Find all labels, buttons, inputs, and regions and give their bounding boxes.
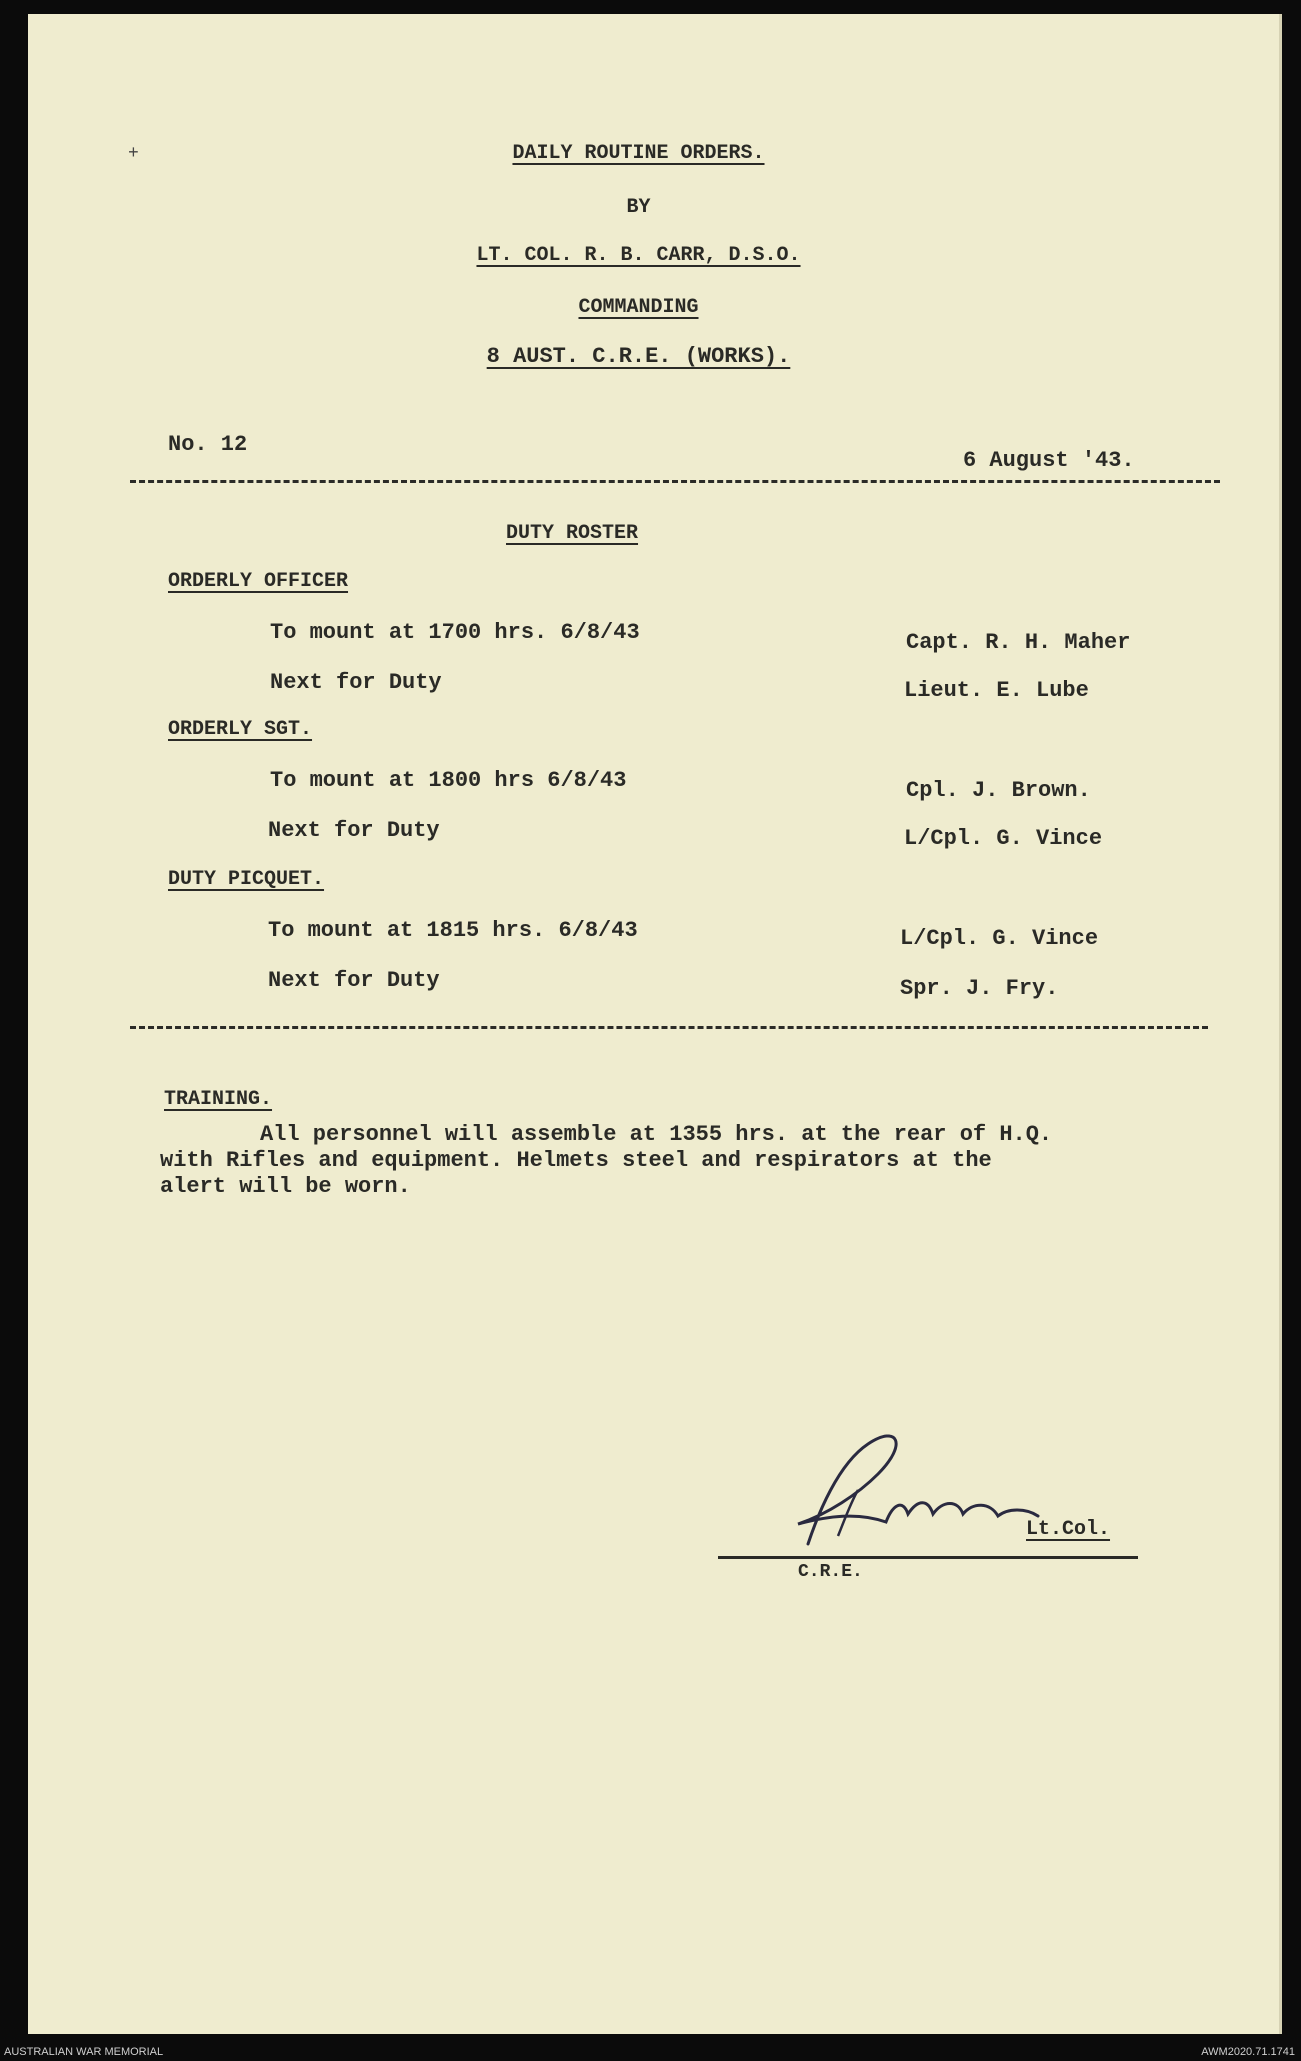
- section-heading-orderly-officer: ORDERLY OFFICER: [168, 570, 349, 593]
- commanding-line: COMMANDING: [578, 296, 699, 319]
- roster-row-label: To mount at 1800 hrs 6/8/43: [270, 768, 627, 793]
- separator-bottom: [130, 1026, 1208, 1029]
- signature-line: [718, 1556, 1138, 1559]
- order-date: 6 August '43.: [963, 448, 1135, 473]
- roster-row-name: Cpl. J. Brown.: [906, 778, 1091, 803]
- roster-row-label: Next for Duty: [270, 670, 442, 695]
- training-paragraph: [160, 1122, 1180, 1200]
- order-number: No. 12: [168, 432, 248, 457]
- footer-id: AWM2020.71.1741: [1201, 2046, 1295, 2058]
- training-line-2: with Rifles and equipment. Helmets steel and respirators at the: [160, 1148, 992, 1173]
- roster-row-label: To mount at 1700 hrs. 6/8/43: [270, 620, 640, 645]
- roster-row-label: Next for Duty: [268, 818, 440, 843]
- document-page: [28, 14, 1282, 2034]
- training-heading: TRAINING.: [164, 1088, 273, 1111]
- roster-title: DUTY ROSTER: [506, 522, 639, 545]
- footer-credit: AUSTRALIAN WAR MEMORIAL: [4, 2046, 164, 2058]
- section-heading-duty-picquet: DUTY PICQUET.: [168, 868, 325, 891]
- section-heading-orderly-sgt: ORDERLY SGT.: [168, 718, 313, 741]
- unit-name: 8 AUST. C.R.E. (WORKS).: [486, 344, 791, 369]
- roster-row-name: Capt. R. H. Maher: [906, 630, 1131, 655]
- roster-row-label: To mount at 1815 hrs. 6/8/43: [268, 918, 638, 943]
- by-line: BY: [626, 196, 651, 219]
- roster-row-name: Lieut. E. Lube: [904, 678, 1089, 703]
- roster-row-name: L/Cpl. G. Vince: [900, 926, 1099, 951]
- training-line-3: alert will be worn.: [160, 1174, 411, 1199]
- signature-title: C.R.E.: [798, 1562, 863, 1582]
- commander-name: LT. COL. R. B. CARR, D.S.O.: [476, 244, 801, 267]
- roster-row-name: L/Cpl. G. Vince: [904, 826, 1103, 851]
- roster-row-name: Spr. J. Fry.: [900, 976, 1059, 1001]
- document-title: DAILY ROUTINE ORDERS.: [512, 142, 765, 165]
- training-line-1: All personnel will assemble at 1355 hrs. at the rear of H.Q.: [260, 1122, 1053, 1147]
- separator-top: [130, 480, 1220, 483]
- roster-row-label: Next for Duty: [268, 968, 440, 993]
- signature-rank: Lt.Col.: [1026, 1518, 1111, 1541]
- pencil-mark: +: [128, 144, 139, 164]
